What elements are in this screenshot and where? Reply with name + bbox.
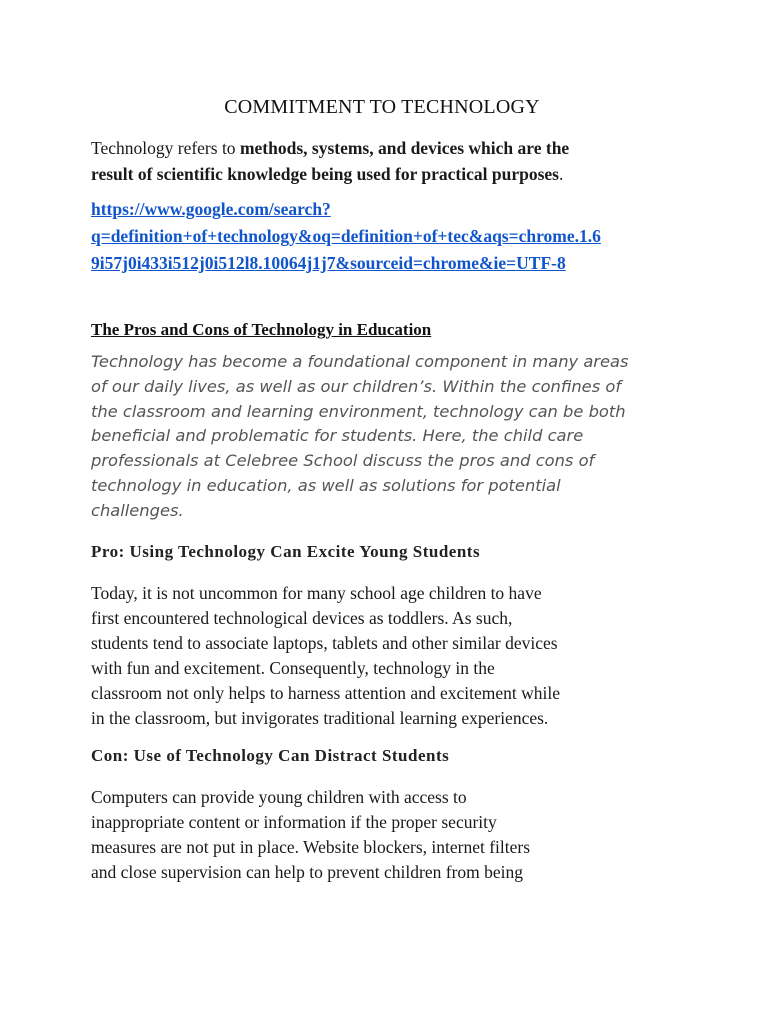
intro-bold-line-1: methods, systems, and devices which are the: [239, 138, 570, 158]
intro-suffix: .: [558, 164, 564, 184]
text-line: classroom not only helps to harness attention and excitement while: [91, 683, 560, 703]
intro-paragraph: [91, 135, 691, 187]
text-line: Computers can provide young children with access to: [91, 787, 467, 807]
text-line: the classroom and learning environment, technology can be both: [91, 401, 626, 421]
text-line: measures are not put in place. Website blockers, internet filters: [91, 837, 531, 857]
text-line: inappropriate content or information if the proper security: [91, 812, 497, 832]
link-line: 9i57j0i433i512j0i512l8.10064j1j7&sourceid=chrome&ie=UTF-8: [91, 253, 566, 273]
text-line: of our daily lives, as well as our children’s. Within the confines of: [91, 376, 622, 396]
text-line: students tend to associate laptops, tablets and other similar devices: [91, 633, 558, 653]
pro-heading: Pro: Using Technology Can Excite Young Students: [91, 542, 481, 561]
con-paragraph: [91, 785, 691, 885]
text-line: challenges.: [91, 500, 184, 520]
text-line: Today, it is not uncommon for many school age children to have: [91, 583, 542, 603]
text-line: technology in education, as well as solutions for potential: [91, 475, 561, 495]
pro-paragraph: [91, 581, 691, 731]
con-heading: Con: Use of Technology Can Distract Students: [91, 746, 450, 765]
text-line: first encountered technological devices as toddlers. As such,: [91, 608, 513, 628]
section-intro-paragraph: [91, 350, 691, 524]
text-line: with fun and excitement. Consequently, technology in the: [91, 658, 495, 678]
google-search-link[interactable]: [91, 196, 691, 277]
intro-bold-line-2: result of scientific knowledge being used for practical purposes: [91, 164, 559, 184]
intro-prefix: Technology refers to: [91, 138, 240, 158]
text-line: beneficial and problematic for students. Here, the child care: [91, 426, 584, 446]
link-line: q=definition+of+technology&oq=definition+of+tec&aqs=chrome.1.6: [91, 226, 601, 246]
text-line: professionals at Celebree School discuss the pros and cons of: [91, 451, 595, 471]
text-line: Technology has become a foundational component in many areas: [91, 352, 629, 371]
text-line: in the classroom, but invigorates traditional learning experiences.: [91, 708, 549, 728]
section-heading: The Pros and Cons of Technology in Education: [91, 320, 432, 339]
link-line: https://www.google.com/search?: [91, 199, 331, 219]
text-line: and close supervision can help to prevent children from being: [91, 862, 524, 882]
document-title: COMMITMENT TO TECHNOLOGY: [224, 96, 540, 118]
